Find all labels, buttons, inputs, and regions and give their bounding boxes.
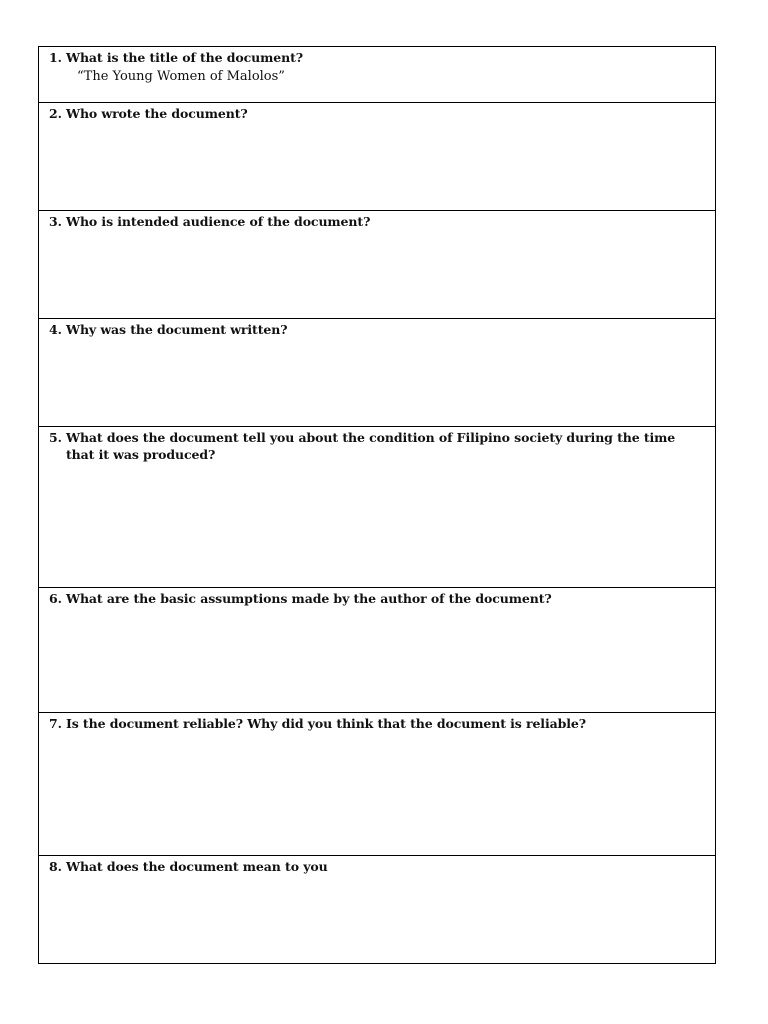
question-row-5 <box>39 426 715 587</box>
question-7 <box>49 715 705 732</box>
question-text: What is the title of the document? <box>66 50 303 65</box>
question-number: 1. <box>49 50 62 65</box>
question-row-3 <box>39 210 715 318</box>
question-5 <box>49 429 705 463</box>
question-text: Why was the document written? <box>66 322 288 337</box>
question-number: 8. <box>49 859 62 874</box>
question-1 <box>49 49 705 66</box>
question-number: 2. <box>49 106 62 121</box>
question-text: Who is intended audience of the document? <box>66 214 371 229</box>
question-3 <box>49 213 705 230</box>
question-6 <box>49 590 705 607</box>
question-number: 5. <box>49 430 62 445</box>
question-text: Who wrote the document? <box>66 106 248 121</box>
question-number: 6. <box>49 591 62 606</box>
question-text: What does the document tell you about the condition of Filipino society during the time that it was produced? <box>66 430 676 462</box>
question-number: 4. <box>49 322 62 337</box>
question-row-2 <box>39 102 715 210</box>
question-row-8 <box>39 855 715 963</box>
question-row-1 <box>39 47 715 102</box>
question-text: What does the document mean to you <box>66 859 328 874</box>
answer-1[interactable]: “The Young Women of Malolos” <box>77 69 285 84</box>
question-row-6 <box>39 587 715 712</box>
question-text: What are the basic assumptions made by the author of the document? <box>66 591 552 606</box>
question-text: Is the document reliable? Why did you think that the document is reliable? <box>66 716 586 731</box>
question-number: 3. <box>49 214 62 229</box>
question-4 <box>49 321 705 338</box>
question-2 <box>49 105 705 122</box>
worksheet-table <box>38 46 716 964</box>
question-8 <box>49 858 705 875</box>
question-number: 7. <box>49 716 62 731</box>
question-row-7 <box>39 712 715 855</box>
question-row-4 <box>39 318 715 426</box>
